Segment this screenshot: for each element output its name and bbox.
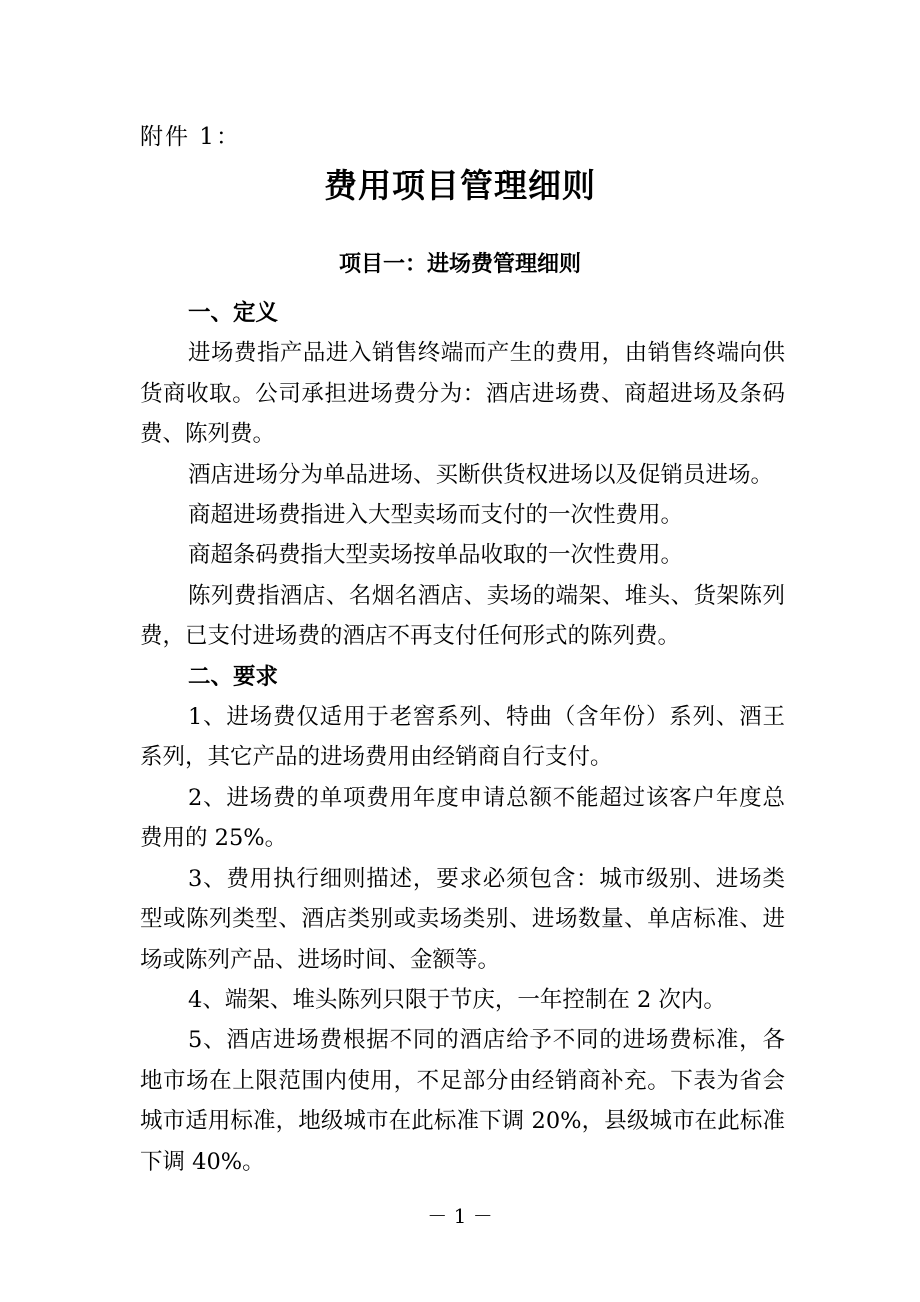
paragraph-definition-5: 陈列费指酒店、名烟名酒店、卖场的端架、堆头、货架陈列费，已支付进场费的酒店不再支付任何形式的陈列费。 (140, 582, 785, 650)
paragraph-requirement-4: 4、端架、堆头陈列只限于节庆，一年控制在 2 次内。 (188, 986, 726, 1013)
paragraph-requirement-1: 1、进场费仅适用于老窖系列、特曲（含年份）系列、酒王系列，其它产品的进场费用由经销商自行支付。 (140, 704, 785, 771)
paragraph-definition-2: 酒店进场分为单品进场、买断供货权进场以及促销员进场。 (188, 461, 774, 488)
paragraph-requirement-3: 3、费用执行细则描述，要求必须包含：城市级别、进场类型或陈列类型、酒店类别或卖场类别、进场数量、单店标准、进场或陈列产品、进场时间、金额等。 (140, 865, 785, 973)
paragraph-definition-1: 进场费指产品进入销售终端而产生的费用，由销售终端向供货商收取。公司承担进场费分为：酒店进场费、商超进场及条码费、陈列费。 (140, 340, 785, 448)
paragraph-requirement-5: 5、酒店进场费根据不同的酒店给予不同的进场费标准，各地市场在上限范围内使用，不足部分由经销商补充。下表为省会城市适用标准，地级城市在此标准下调 20%，县级城市在此标准下调 40%。 (140, 1027, 785, 1175)
document-title: 费用项目管理细则 (324, 166, 596, 205)
document-body (140, 293, 785, 1182)
paragraph-definition-4: 商超条码费指大型卖场按单品收取的一次性费用。 (188, 542, 684, 569)
page-number: － 1 － (427, 1204, 493, 1228)
attachment-label: 附件 1： (140, 124, 241, 150)
section-subtitle: 项目一：进场费管理细则 (338, 252, 581, 277)
paragraph-definition-3: 商超进场费指进入大型卖场而支付的一次性费用。 (188, 502, 684, 529)
section-heading-definition: 一、定义 (188, 300, 279, 326)
paragraph-requirement-2: 2、进场费的单项费用年度申请总额不能超过该客户年度总费用的 25%。 (140, 784, 785, 852)
section-heading-requirements: 二、要求 (188, 663, 279, 690)
